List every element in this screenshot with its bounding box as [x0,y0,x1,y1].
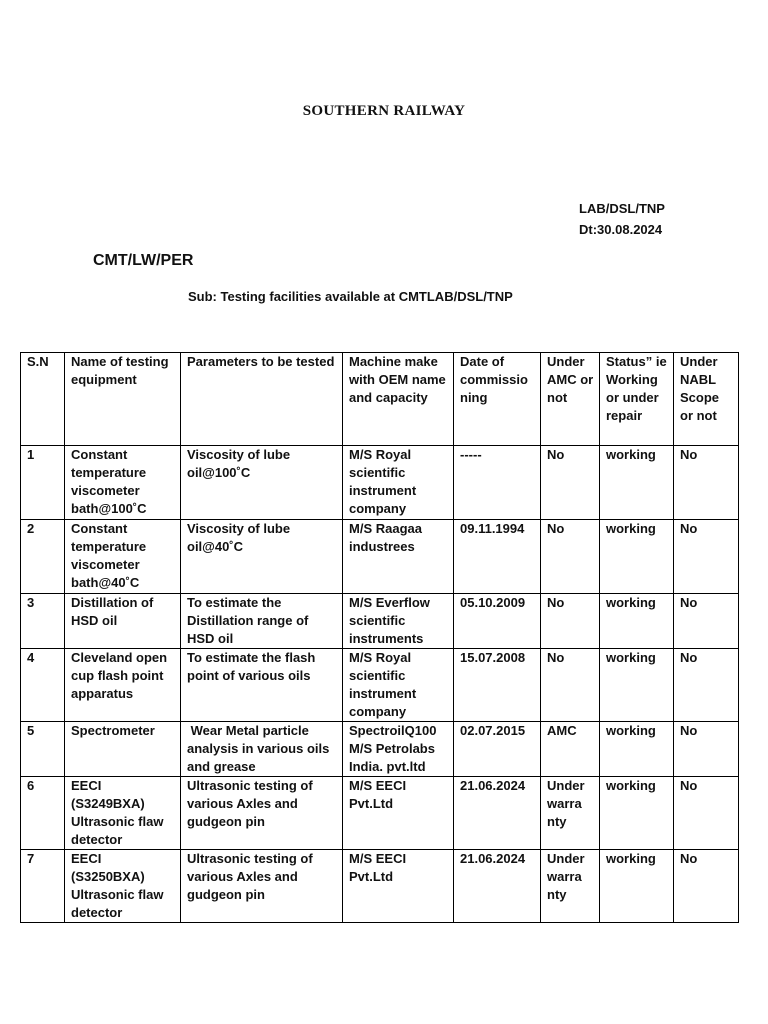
cell-sn: 5 [21,722,65,777]
cell-equipment-name: EECI (S3250BXA) Ultrasonic flaw detector [65,850,181,923]
cell-amc: Under warra nty [541,850,600,923]
cell-parameters: Ultrasonic testing of various Axles and gudgeon pin [181,850,343,923]
cell-parameters: To estimate the flash point of various oils [181,649,343,722]
cell-machine-make: SpectroilQ100 M/S Petrolabs India. pvt.ltd [343,722,454,777]
cell-commission-date: 15.07.2008 [454,649,541,722]
cell-equipment-name: Spectrometer [65,722,181,777]
addressee: CMT/LW/PER [93,252,194,269]
table-row [21,594,739,649]
cell-commission-date: 05.10.2009 [454,594,541,649]
cell-machine-make: M/S EECI Pvt.Ltd [343,777,454,850]
cell-amc: No [541,649,600,722]
cell-sn: 7 [21,850,65,923]
cell-commission-date: 02.07.2015 [454,722,541,777]
cell-status: working [600,649,674,722]
cell-status: working [600,594,674,649]
cell-nabl: No [674,850,739,923]
table-row [21,446,739,520]
cell-sn: 6 [21,777,65,850]
column-header: S.N [21,353,65,446]
cell-amc: AMC [541,722,600,777]
cell-amc: Under warra nty [541,777,600,850]
column-header: Status” ie Working or under repair [600,353,674,446]
column-header: Under AMC or not [541,353,600,446]
cell-nabl: No [674,520,739,594]
column-header: Name of testing equipment [65,353,181,446]
cell-nabl: No [674,594,739,649]
cell-commission-date: 21.06.2024 [454,850,541,923]
table-row [21,850,739,923]
letter-date: Dt:30.08.2024 [579,222,663,237]
cell-status: working [600,722,674,777]
cell-parameters: Ultrasonic testing of various Axles and gudgeon pin [181,777,343,850]
cell-commission-date: 09.11.1994 [454,520,541,594]
cell-parameters: Viscosity of lube oil@40˚C [181,520,343,594]
cell-nabl: No [674,446,739,520]
cell-status: working [600,777,674,850]
cell-parameters: To estimate the Distillation range of HSD oil [181,594,343,649]
column-header: Under NABL Scope or not [674,353,739,446]
cell-sn: 1 [21,446,65,520]
cell-nabl: No [674,649,739,722]
cell-commission-date: ----- [454,446,541,520]
table-row [21,777,739,850]
cell-equipment-name: Constant temperature viscometer bath@100˚C [65,446,181,520]
cell-amc: No [541,520,600,594]
cell-status: working [600,520,674,594]
testing-facilities-table [20,352,739,923]
cell-parameters: Viscosity of lube oil@100˚C [181,446,343,520]
reference-block [579,198,665,240]
cell-parameters: Wear Metal particle analysis in various oils and grease [181,722,343,777]
cell-equipment-name: Distillation of HSD oil [65,594,181,649]
cell-equipment-name: EECI (S3249BXA) Ultrasonic flaw detector [65,777,181,850]
cell-machine-make: M/S Royal scientific instrument company [343,446,454,520]
cell-sn: 4 [21,649,65,722]
cell-machine-make: M/S EECI Pvt.Ltd [343,850,454,923]
table-row [21,722,739,777]
table-row [21,520,739,594]
cell-machine-make: M/S Raagaa industrees [343,520,454,594]
cell-status: working [600,446,674,520]
cell-nabl: No [674,722,739,777]
column-header: Parameters to be tested [181,353,343,446]
column-header: Machine make with OEM name and capacity [343,353,454,446]
cell-machine-make: M/S Royal scientific instrument company [343,649,454,722]
subject-line: Sub: Testing facilities available at CMTLAB/DSL/TNP [188,289,513,304]
organization-title: SOUTHERN RAILWAY [302,103,466,119]
table-row [21,649,739,722]
cell-sn: 3 [21,594,65,649]
cell-equipment-name: Constant temperature viscometer bath@40˚C [65,520,181,594]
reference-number: LAB/DSL/TNP [579,201,665,216]
cell-machine-make: M/S Everflow scientific instruments [343,594,454,649]
cell-amc: No [541,446,600,520]
cell-amc: No [541,594,600,649]
cell-commission-date: 21.06.2024 [454,777,541,850]
table-header-row [21,353,739,446]
cell-nabl: No [674,777,739,850]
column-header: Date of commissio ning [454,353,541,446]
cell-sn: 2 [21,520,65,594]
cell-status: working [600,850,674,923]
cell-equipment-name: Cleveland open cup flash point apparatus [65,649,181,722]
